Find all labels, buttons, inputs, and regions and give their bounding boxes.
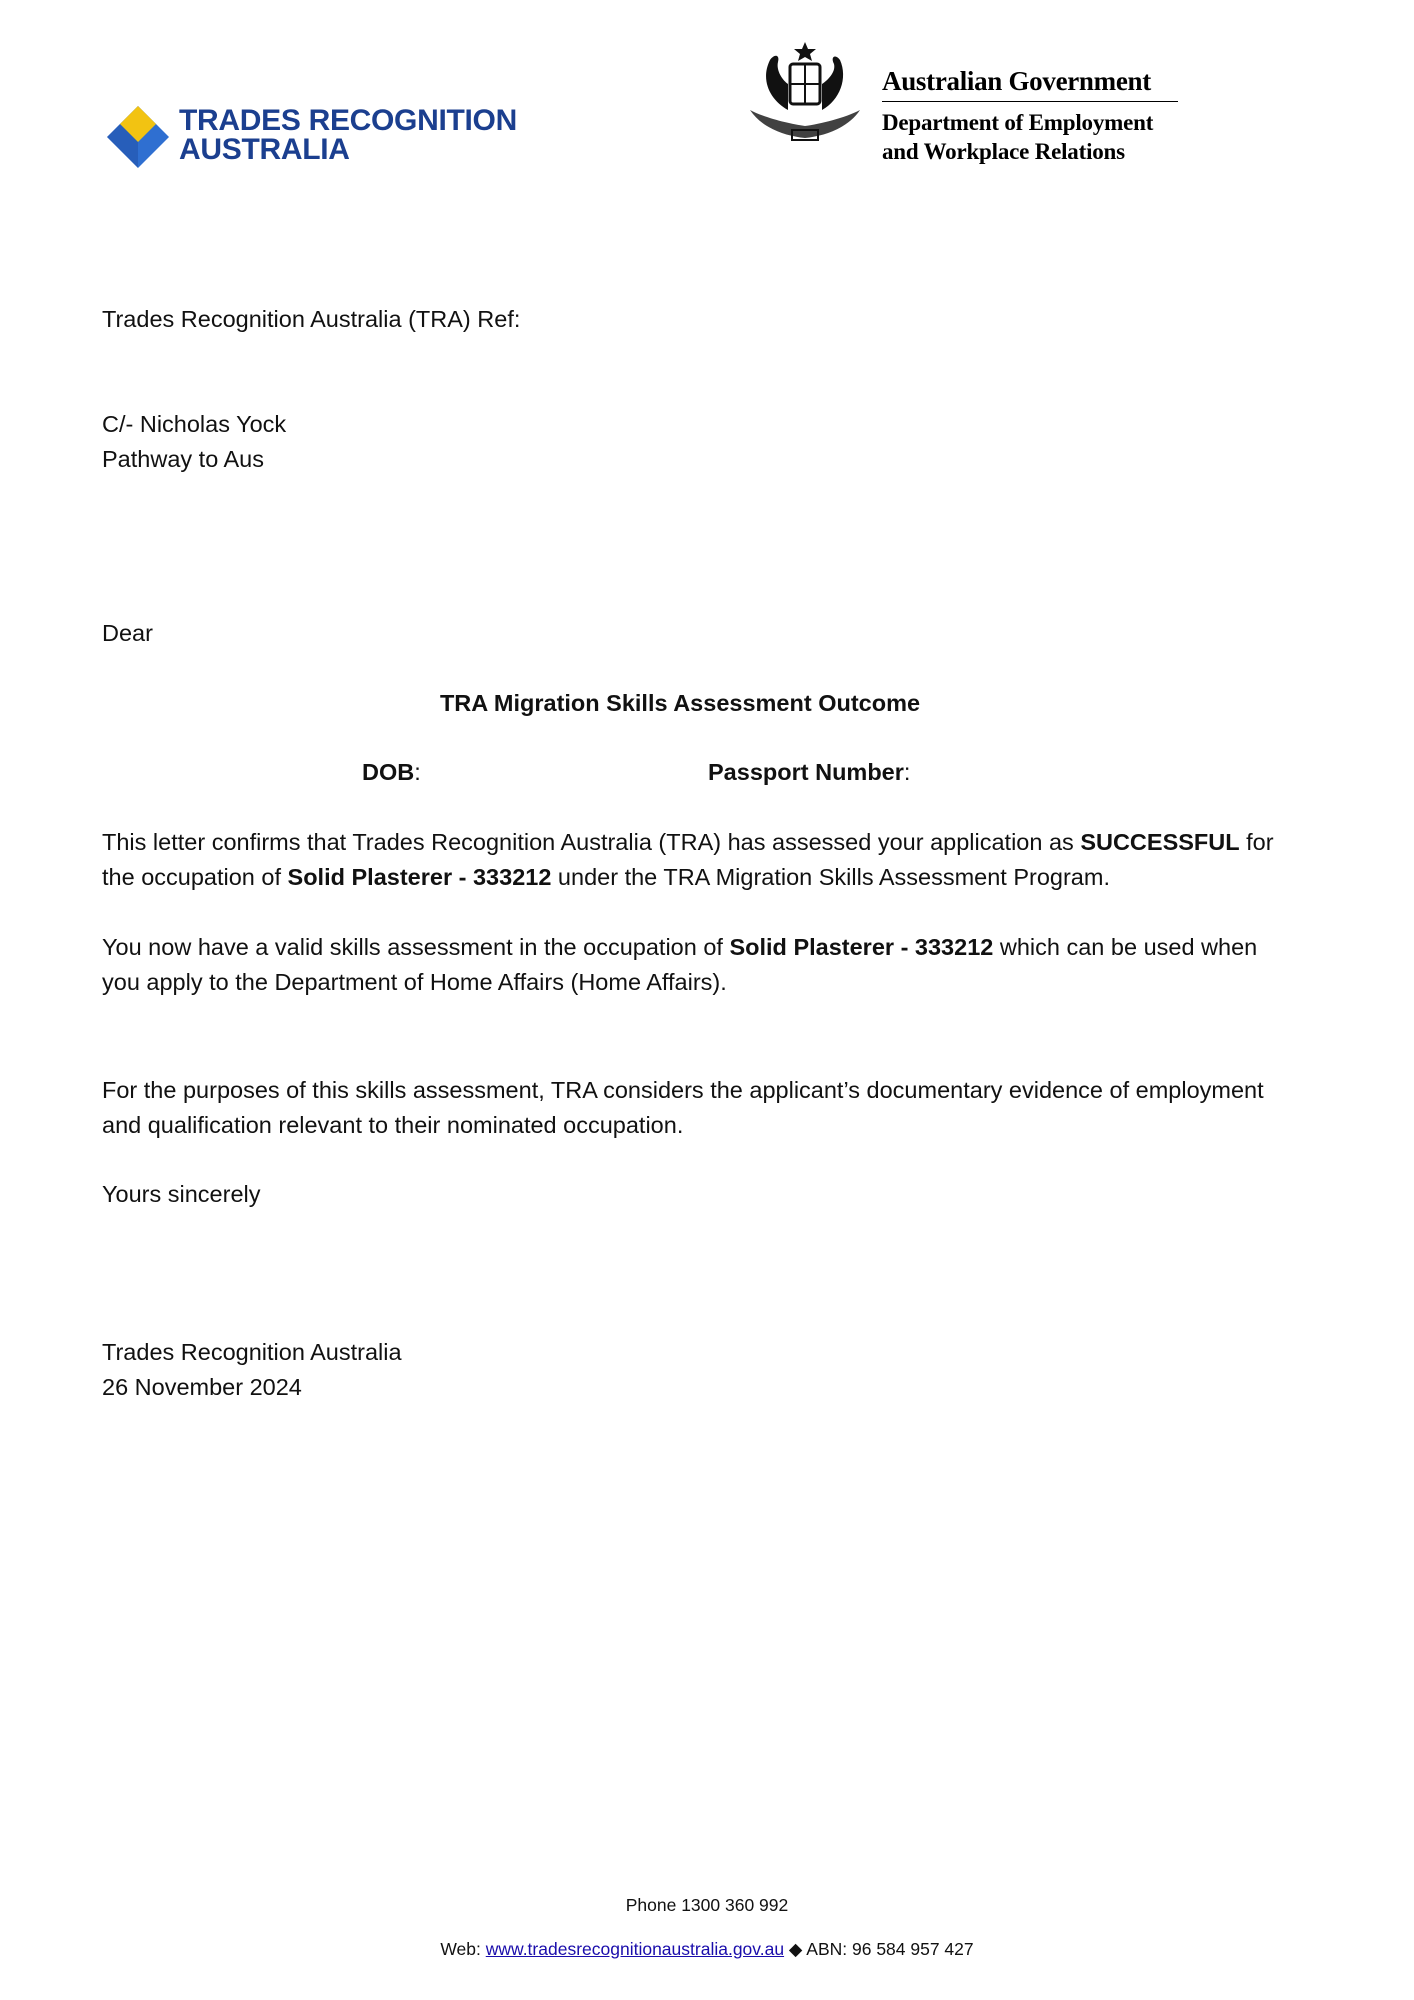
letter-subject: TRA Migration Skills Assessment Outcome — [439, 690, 921, 716]
government-logo — [730, 40, 1190, 175]
footer-phone: Phone 1300 360 992 — [625, 1895, 789, 1915]
dob-label: DOB — [362, 759, 415, 785]
tra-diamond-icon — [105, 104, 171, 170]
dob-colon: : — [414, 759, 421, 785]
salutation: Dear — [102, 620, 153, 646]
signoff-date: 26 November 2024 — [102, 1374, 302, 1400]
paragraph-2 — [102, 930, 1257, 1000]
paragraph-1 — [102, 825, 1274, 895]
gov-dept-line1: Department of Employment — [882, 110, 1154, 135]
para1-text-a: This letter confirms that Trades Recognition Australia (TRA) has assessed your application as — [102, 829, 1081, 855]
para3-line2: and qualification relevant to their nominated occupation. — [102, 1112, 684, 1138]
gov-department — [882, 108, 1178, 166]
tra-logo-line2: AUSTRALIA — [179, 133, 350, 166]
para2-text-b: which can be used when — [993, 934, 1258, 960]
occupation-name: Solid Plasterer - 333212 — [287, 864, 552, 890]
passport-label: Passport Number — [708, 759, 904, 785]
recipient-line2: Pathway to Aus — [102, 446, 264, 472]
footer-abn: ABN: 96 584 957 427 — [806, 1939, 974, 1959]
tra-logo-line1: TRADES RECOGNITION — [179, 104, 517, 137]
para2-text-c: you apply to the Department of Home Affairs (Home Affairs). — [102, 969, 727, 995]
para3-line1: For the purposes of this skills assessment, TRA considers the applicant’s documentary evidence of employment — [102, 1077, 1264, 1103]
footer-web-label: Web: — [440, 1939, 486, 1959]
tra-logo-text — [179, 106, 517, 164]
recipient-line1: C/- Nicholas Yock — [102, 411, 287, 437]
dob-field — [362, 755, 421, 790]
paragraph-3 — [102, 1073, 1264, 1143]
government-text — [882, 64, 1178, 166]
coat-of-arms-icon — [730, 40, 880, 150]
footer-web-line — [0, 1937, 1414, 1961]
assessment-outcome: SUCCESSFUL — [1080, 829, 1240, 855]
passport-field — [708, 755, 910, 790]
gov-dept-line2: and Workplace Relations — [882, 139, 1125, 164]
closing: Yours sincerely — [102, 1181, 261, 1207]
tra-logo — [105, 102, 525, 172]
signoff-organisation: Trades Recognition Australia — [102, 1339, 402, 1365]
reference-label: Trades Recognition Australia (TRA) Ref: — [102, 306, 521, 332]
para2-text-a: You now have a valid skills assessment in the occupation of — [102, 934, 730, 960]
footer-website-link[interactable]: www.tradesrecognitionaustralia.gov.au — [485, 1939, 785, 1959]
passport-colon: : — [903, 759, 911, 785]
occupation-name-2: Solid Plasterer - 333212 — [729, 934, 994, 960]
para1-text-c: the occupation of — [102, 864, 288, 890]
para1-text-d: under the TRA Migration Skills Assessment Program. — [551, 864, 1110, 890]
para1-text-b: for — [1239, 829, 1274, 855]
gov-title: Australian Government — [882, 64, 1178, 102]
footer-separator: ◆ — [784, 1939, 807, 1959]
